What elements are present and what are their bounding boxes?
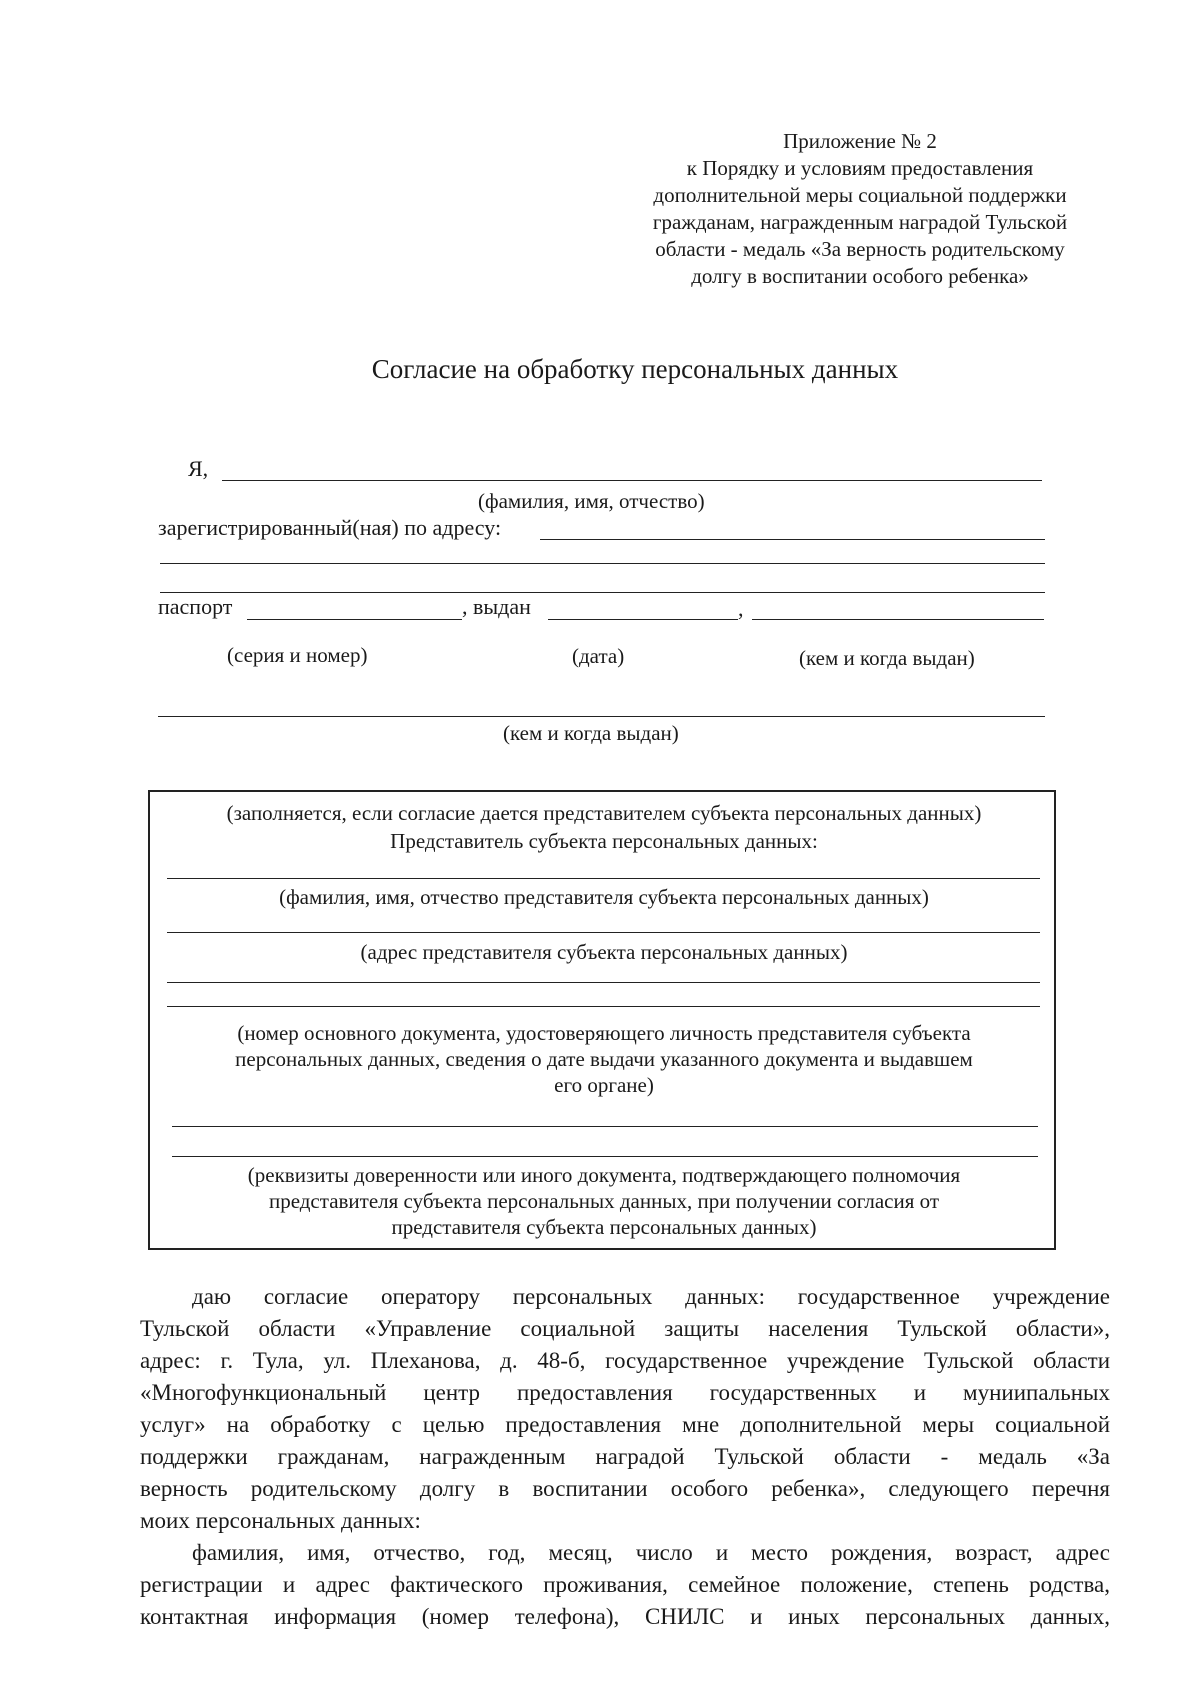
rep-proxy-hint-line: (реквизиты доверенности или иного документа, подтверждающего полномочия [247,1163,961,1187]
document-title: Согласие на обработку персональных данных [371,354,899,384]
consent-paragraph [140,1281,1110,1537]
passport-label: паспорт [158,594,233,619]
paragraph-line: регистрации и адрес фактического проживания, семейное положение, степень родства, [140,1572,1110,1597]
paragraph-line: контактная информация (номер телефона), СНИЛС и иных персональных данных, [140,1604,1110,1629]
issued-by-hint-2: (кем и когда выдан) [503,721,679,745]
rep-fio-hint: (фамилия, имя, отчество представителя субъекта персональных данных) [279,885,929,909]
issue-date-line[interactable] [548,619,738,620]
representative-note: (заполняется, если согласие дается представителем субъекта персональных данных) [226,801,982,825]
paragraph-line: моих персональных данных: [140,1508,421,1533]
rep-document-line-1[interactable] [167,982,1040,983]
appendix-line: дополнительной меры социальной поддержки [653,183,1067,207]
paragraph-line: услуг» на обработку с целью предоставления мне дополнительной меры социальной [140,1412,1110,1437]
appendix-line: к Порядку и условиям предоставления [686,156,1034,180]
paragraph-line: «Многофункциональный центр предоставления государственных и муниипальных [140,1380,1110,1405]
representative-box [148,790,1056,1250]
fio-field-line[interactable] [222,480,1042,481]
appendix-line: гражданам, награжденным наградой Тульской [652,210,1068,234]
passport-number-line[interactable] [247,619,462,620]
address-field-line-1[interactable] [540,539,1045,540]
paragraph-line: верность родительскому долгу в воспитании особого ребенка», следующего перечня [140,1476,1110,1501]
series-hint: (серия и номер) [227,643,368,667]
issued-by-hint: (кем и когда выдан) [799,646,975,670]
rep-proxy-line-2[interactable] [172,1156,1038,1157]
paragraph-line: поддержки гражданам, награжденным наградой Тульской области - медаль «За [140,1444,1110,1469]
comma-separator: , [738,596,744,621]
rep-proxy-line-1[interactable] [172,1126,1038,1127]
issued-by-line[interactable] [752,619,1044,620]
rep-proxy-hint-line: представителя субъекта персональных данных) [391,1215,817,1239]
i-label: Я, [188,456,209,481]
appendix-header [600,128,1120,290]
paragraph-line: Тульской области «Управление социальной защиты населения Тульской области», [140,1316,1110,1341]
fio-hint: (фамилия, имя, отчество) [478,489,705,513]
representative-heading: Представитель субъекта персональных данных: [390,829,818,853]
rep-document-hint-line: (номер основного документа, удостоверяющего личность представителя субъекта [237,1021,971,1045]
date-hint: (дата) [572,644,625,668]
rep-document-hint-line: его органе) [554,1073,654,1097]
appendix-line: области - медаль «За верность родительскому [655,237,1065,261]
issued-label: , выдан [462,594,531,619]
rep-document-hint-line: персональных данных, сведения о дате выдачи указанного документа и выдавшем [235,1047,973,1071]
address-field-line-3[interactable] [160,592,1045,593]
paragraph-line: даю согласие оператору персональных данных: государственное учреждение [192,1284,1110,1309]
appendix-line: долгу в воспитании особого ребенка» [691,264,1029,288]
paragraph-line: фамилия, имя, отчество, год, месяц, число и место рождения, возраст, адрес [192,1540,1110,1565]
address-field-line-2[interactable] [160,563,1045,564]
registered-label: зарегистрированный(ная) по адресу: [158,515,502,540]
personal-data-list-paragraph [140,1537,1110,1633]
paragraph-line: адрес: г. Тула, ул. Плеханова, д. 48-б, государственное учреждение Тульской области [140,1348,1110,1373]
issued-by-line-2[interactable] [158,716,1045,717]
rep-fio-line[interactable] [167,878,1040,879]
rep-document-line-2[interactable] [167,1006,1040,1007]
rep-proxy-hint-line: представителя субъекта персональных данных, при получении согласия от [268,1189,940,1213]
appendix-line: Приложение № 2 [783,129,937,153]
rep-address-hint: (адрес представителя субъекта персональных данных) [360,940,848,964]
rep-address-line[interactable] [167,932,1040,933]
